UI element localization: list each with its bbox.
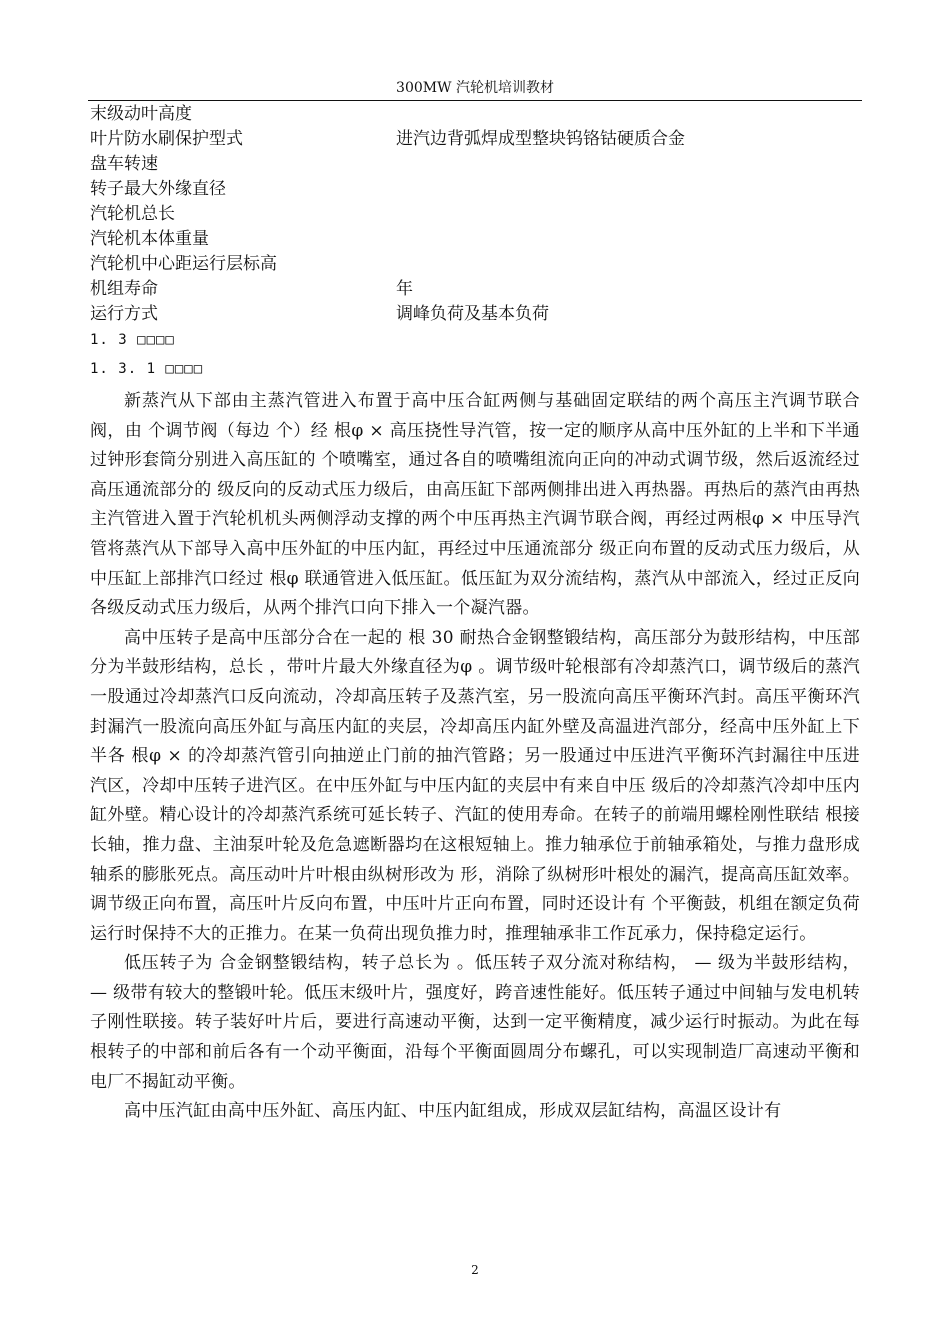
spec-label: 盘车转速: [90, 154, 158, 174]
subsection-heading: 1. 3. 1 □□□□: [90, 361, 204, 377]
spec-label: 运行方式: [90, 304, 158, 324]
spec-row: [90, 102, 860, 127]
spec-list: [90, 102, 860, 327]
spec-row: [90, 152, 860, 177]
spec-row: [90, 302, 860, 327]
page-number: 2: [471, 1263, 479, 1277]
spec-label: 汽轮机总长: [90, 204, 175, 224]
page-header: [88, 78, 862, 101]
spec-label: 叶片防水刷保护型式: [90, 129, 243, 149]
paragraph: 新蒸汽从下部由主蒸汽管进入布置于高中压合缸两侧与基础固定联结的两个高压主汽调节联合阀，由 个调节阀（每边 个）经 根φ × 高压挠性导汽管，按一定的顺序从高中压外缸的上半和下半通过钟形套筒分别进入高压缸的 个喷嘴室，通过各自的喷嘴组流向正向的冲动式调节级，然后返流经过高压通流部分的 级反向的反动式压力级后，由高压缸下部两侧排出进入再热器。再热后的蒸汽由再热主汽管进入置于汽轮机机头两侧浮动支撑的两个中压再热主汽调节联合阀，再经过两根φ × 中压导汽管将蒸汽从下部导入高中压外缸的中压内缸，再经过中压通流部分 级正向布置的反动式压力级后，从中压缸上部排汽口经过 根φ 联通管进入低压缸。低压缸为双分流结构，蒸汽从中部流入，经过正反向各级反动式压力级后，从两个排汽口向下排入一个凝汽器。: [90, 391, 860, 619]
paragraph: 高中压汽缸由高中压外缸、高压内缸、中压内缸组成，形成双层缸结构，高温区设计有: [124, 1101, 782, 1122]
spec-label: 汽轮机中心距运行层标高: [90, 254, 277, 274]
spec-label: 机组寿命: [90, 279, 158, 299]
paragraph: 高中压转子是高中压部分合在一起的 根 30 耐热合金钢整锻结构，高压部分为鼓形结构，中压部分为半鼓形结构，总长 ，带叶片最大外缘直径为φ 。调节级叶轮根部有冷却蒸汽口，调节级后的蒸汽一股通过冷却蒸汽口反向流动，冷却高压转子及蒸汽室，另一股流向高压平衡环汽封。高压平衡环汽封漏汽一股流向高压外缸与高压内缸的夹层，冷却高压内缸外壁及高温进汽部分，经高中压外缸上下半各 根φ × 的冷却蒸汽管引向抽逆止门前的抽汽管路；另一股通过中压进汽平衡环汽封漏往中压进汽区，冷却中压转子进汽区。在中压外缸与中压内缸的夹层中有来自中压 级后的冷却蒸汽冷却中压内缸外壁。精心设计的冷却蒸汽系统可延长转子、汽缸的使用寿命。在转子的前端用螺栓刚性联结 根接长轴，推力盘、主油泵叶轮及危急遮断器均在这根短轴上。推力轴承位于前轴承箱处，与推力盘形成轴系的膨胀死点。高压动叶片叶根由纵树形改为 形，消除了纵树形叶根处的漏汽，提高高压缸效率。调节级正向布置，高压叶片反向布置，中压叶片正向布置，同时还设计有 个平衡鼓，机组在额定负荷运行时保持不大的正推力。在某一负荷出现负推力时，推理轴承非工作瓦承力，保持稳定运行。: [90, 627, 860, 944]
paragraph: 低压转子为 合金钢整锻结构，转子总长为 。低压转子双分流对称结构， — 级为半鼓形结构， — 级带有较大的整锻叶轮。低压末级叶片，强度好，跨音速性能好。低压转子通过中间轴与发电机转子刚性联接。转子装好叶片后，要进行高速动平衡，达到一定平衡精度，减少运行时振动。为此在每根转子的中部和前后各有一个动平衡面，沿每个平衡面圆周分布螺孔，可以实现制造厂高速动平衡和电厂不揭缸动平衡。: [90, 953, 860, 1092]
section-heading: 1. 3 □□□□: [90, 332, 175, 348]
spec-row: [90, 202, 860, 227]
header-title: 300MW 汽轮机培训教材: [396, 80, 554, 96]
spec-label: 转子最大外缘直径: [90, 179, 226, 199]
body-text: [90, 387, 860, 1127]
spec-value: 调峰负荷及基本负荷: [396, 304, 549, 324]
spec-row: [90, 252, 860, 277]
spec-value: 进汽边背弧焊成型整块钨铬钴硬质合金: [396, 129, 685, 149]
spec-label: 汽轮机本体重量: [90, 229, 209, 249]
spec-row: [90, 277, 860, 302]
spec-row: [90, 227, 860, 252]
spec-row: [90, 177, 860, 202]
spec-value: 年: [396, 279, 413, 299]
spec-label: 末级动叶高度: [90, 104, 192, 124]
spec-row: [90, 127, 860, 152]
